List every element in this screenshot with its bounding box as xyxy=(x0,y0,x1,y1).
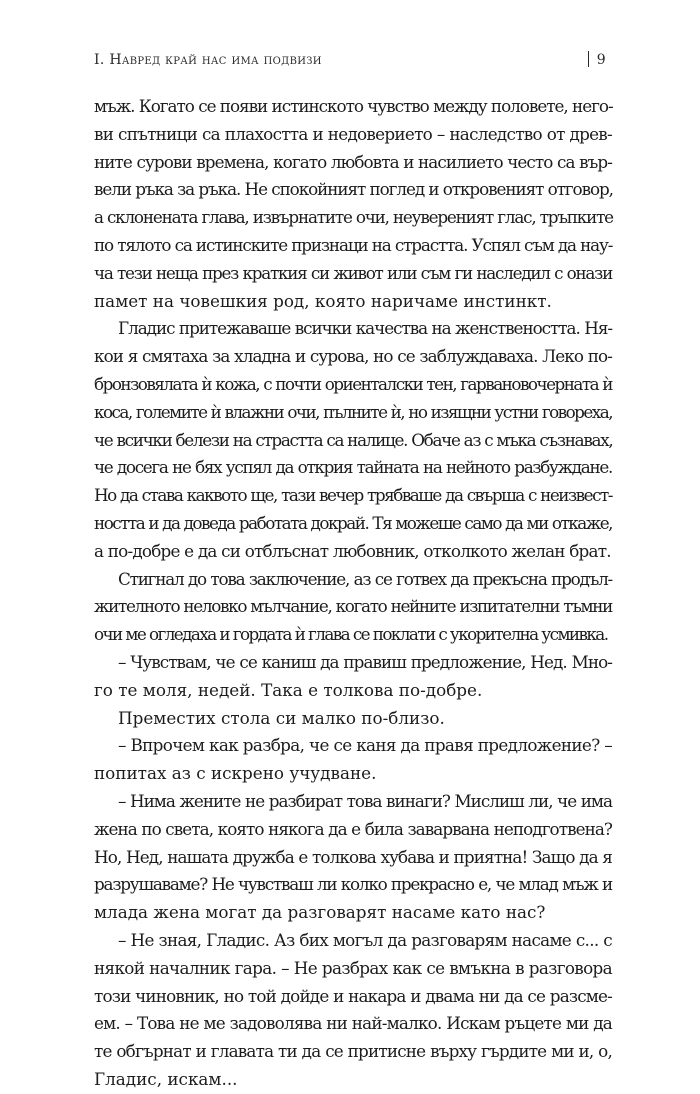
page-number: 9 xyxy=(596,52,606,68)
text-line: а по-добре е да си отблъснат любовник, отколкото желан брат. xyxy=(94,540,611,561)
text-line: очи ме огледаха и гордата ѝ глава се поклати с укорителна усмивка. xyxy=(94,624,608,645)
running-head xyxy=(94,48,606,68)
text-line: някой началник гара. – Не разбрах как се вмъкна в разговора xyxy=(94,957,612,978)
text-line: че досега не бях успял да открия тайната на нейното разбуждане. xyxy=(94,457,612,478)
text-line: Но, Нед, нашата дружба е толкова хубава и приятна! Защо да я xyxy=(94,846,612,867)
text-line: Преместих стола си малко по-близо. xyxy=(118,707,445,728)
text-line: – Нима жените не разбират това винаги? Мислиш ли, че има xyxy=(118,790,612,811)
body-text xyxy=(94,93,612,1094)
text-line: – Чувствам, че се каниш да правиш предложение, Нед. Мно- xyxy=(118,651,612,672)
text-line: Стигнал до това заключение, аз се готвех да прекъсна продъл- xyxy=(118,568,612,589)
text-line: Гладис, искам... xyxy=(94,1068,238,1089)
page-number-group xyxy=(588,48,606,68)
text-line: че всички белези на страстта са налице. Обаче аз с мъка съзнавах, xyxy=(94,429,613,450)
text-line: ем. – Това не ме задоволява ни най-малко. Искам ръцете ми да xyxy=(94,1013,612,1034)
text-line: вели ръка за ръка. Не спокойният поглед и откровеният отговор, xyxy=(94,179,613,200)
text-line: ча тези неща през краткия си живот или съм ги наследил с онази xyxy=(94,262,612,283)
text-line: Гладис притежаваше всички качества на женствеността. Ня- xyxy=(118,318,612,339)
text-line: Но да става каквото ще, тази вечер трябваше да свърша с неизвест- xyxy=(94,485,612,506)
chapter-title: I. Навред край нас има подвизи xyxy=(94,52,322,68)
text-line: го те моля, недей. Така е толкова по-добре. xyxy=(94,679,483,700)
text-line: жителното неловко мълчание, когато нейните изпитателни тъмни xyxy=(94,596,612,617)
header-divider xyxy=(588,51,589,67)
text-line: жена по света, която някога да е била заварвана неподготвена? xyxy=(94,818,612,839)
text-line: бронзовялата ѝ кожа, с почти ориенталски тен, гарвановочерната ѝ xyxy=(94,373,612,394)
text-line: – Впрочем как разбра, че се каня да правя предложение? – xyxy=(118,735,612,756)
text-line: по тялото са истинските признаци на страстта. Успял съм да нау- xyxy=(94,234,613,255)
text-line: разрушаваме? Не чувстваш ли колко прекрасно е, че млад мъж и xyxy=(94,874,612,895)
text-line: а склонената глава, извърнатите очи, неувереният глас, тръпките xyxy=(94,207,613,228)
text-line: ността и да доведа работата докрай. Тя можеше само да ми откаже, xyxy=(94,512,612,533)
text-line: памет на човешкия род, която наричаме инстинкт. xyxy=(94,290,552,311)
text-line: ви спътници са плахостта и недоверието – наследство от древ- xyxy=(94,123,612,144)
text-line: млада жена могат да разговарят насаме като нас? xyxy=(94,902,546,923)
text-line: ните сурови времена, когато любовта и насилието често са вър- xyxy=(94,151,612,172)
text-line: коса, големите ѝ влажни очи, пълните ѝ, но изящни устни говореха, xyxy=(94,401,612,422)
text-line: попитах аз с искрено учудване. xyxy=(94,763,377,784)
text-line: този чиновник, но той дойде и накара и двама ни да се разсме- xyxy=(94,985,612,1006)
text-line: мъж. Когато се появи истинското чувство между половете, него- xyxy=(94,96,613,116)
text-line: – Не зная, Гладис. Аз бих могъл да разговарям насаме с... с xyxy=(118,929,612,950)
text-line: кои я смятаха за хладна и сурова, но се заблуждаваха. Леко по- xyxy=(94,346,612,367)
text-line: те обгърнат и главата ти да се притисне върху гърдите ми и, о, xyxy=(94,1041,612,1062)
